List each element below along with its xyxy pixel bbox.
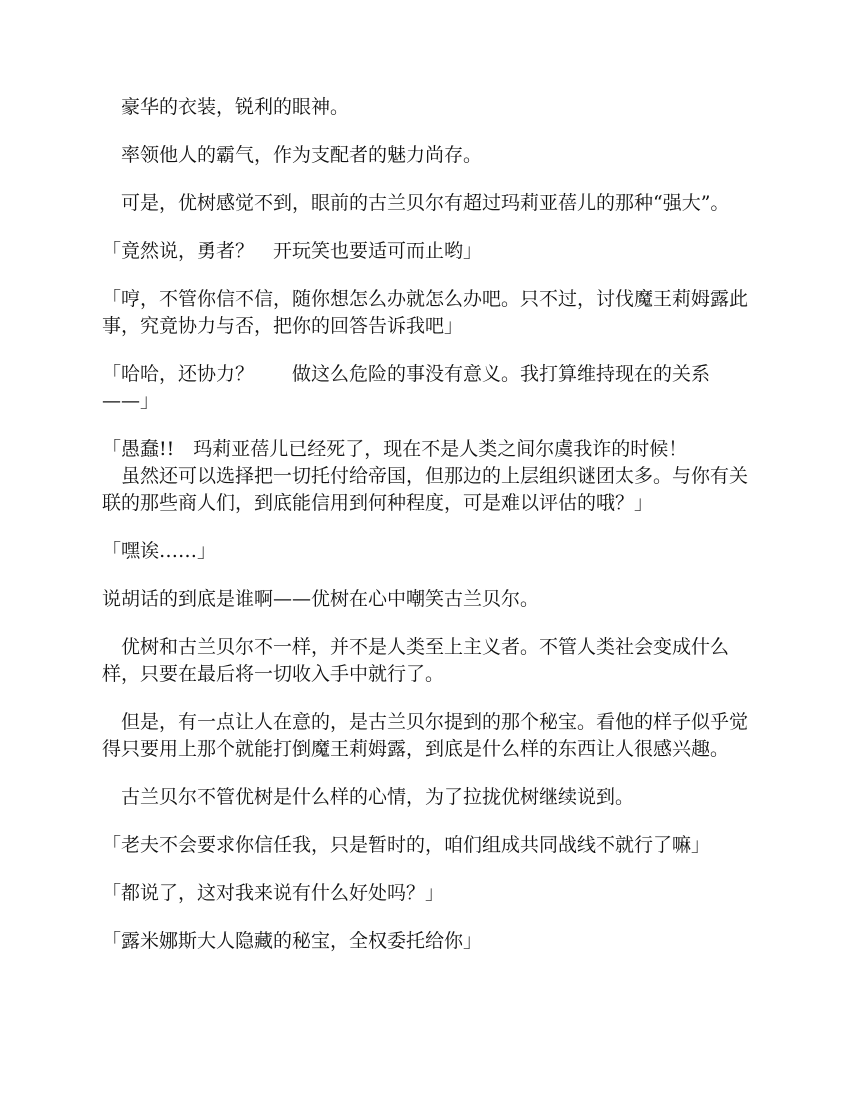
dialogue-line: 「嘿诶……」 <box>102 540 217 562</box>
document-page <box>102 94 754 976</box>
dialogue-line: 「都说了，这对我来说有什么好处吗？」 <box>102 882 445 904</box>
dialogue-line: 「露米娜斯大人隐藏的秘宝，全权委托给你」 <box>102 930 483 952</box>
paragraph: 但是，有一点让人在意的，是古兰贝尔提到的那个秘宝。看他的样子似乎觉得只要用上那个就能打倒魔王莉姆露，到底是什么样的东西让人很感兴趣。 <box>102 711 749 760</box>
dialogue-line: 「哼，不管你信不信，随你想怎么办就怎么办吧。只不过，讨伐魔王莉姆露此事，究竟协力与否，把你的回答告诉我吧」 <box>102 288 749 337</box>
dialogue-line: 「愚蠢!! 玛莉亚蓓儿已经死了，现在不是人类之间尔虞我诈的时候！ 虽然还可以选择把一切托付给帝国，但那边的上层组织谜团太多。与你有关联的那些商人们，到底能信用到何种程度，可是难以评估的哦？」 <box>102 438 749 514</box>
paragraph: 豪华的衣装，锐利的眼神。 <box>121 96 350 118</box>
paragraph: 说胡话的到底是谁啊——优树在心中嘲笑古兰贝尔。 <box>102 588 540 610</box>
dialogue-line: 「老夫不会要求你信任我，只是暂时的，咱们组成共同战线不就行了嘛」 <box>102 834 711 856</box>
dialogue-line: 「哈哈，还协力？ 做这么危险的事没有意义。我打算维持现在的关系——」 <box>102 363 711 412</box>
paragraph: 古兰贝尔不管优树是什么样的心情，为了拉拢优树继续说到。 <box>121 786 635 808</box>
paragraph: 优树和古兰贝尔不一样，并不是人类至上主义者。不管人类社会变成什么样，只要在最后将一切收入手中就行了。 <box>102 636 730 685</box>
paragraph: 率领他人的霸气，作为支配者的魅力尚存。 <box>121 144 483 166</box>
paragraph: 可是，优树感觉不到，眼前的古兰贝尔有超过玛莉亚蓓儿的那种“强大”。 <box>121 192 730 214</box>
dialogue-line: 「竟然说，勇者？ 开玩笑也要适可而止哟」 <box>102 240 483 262</box>
